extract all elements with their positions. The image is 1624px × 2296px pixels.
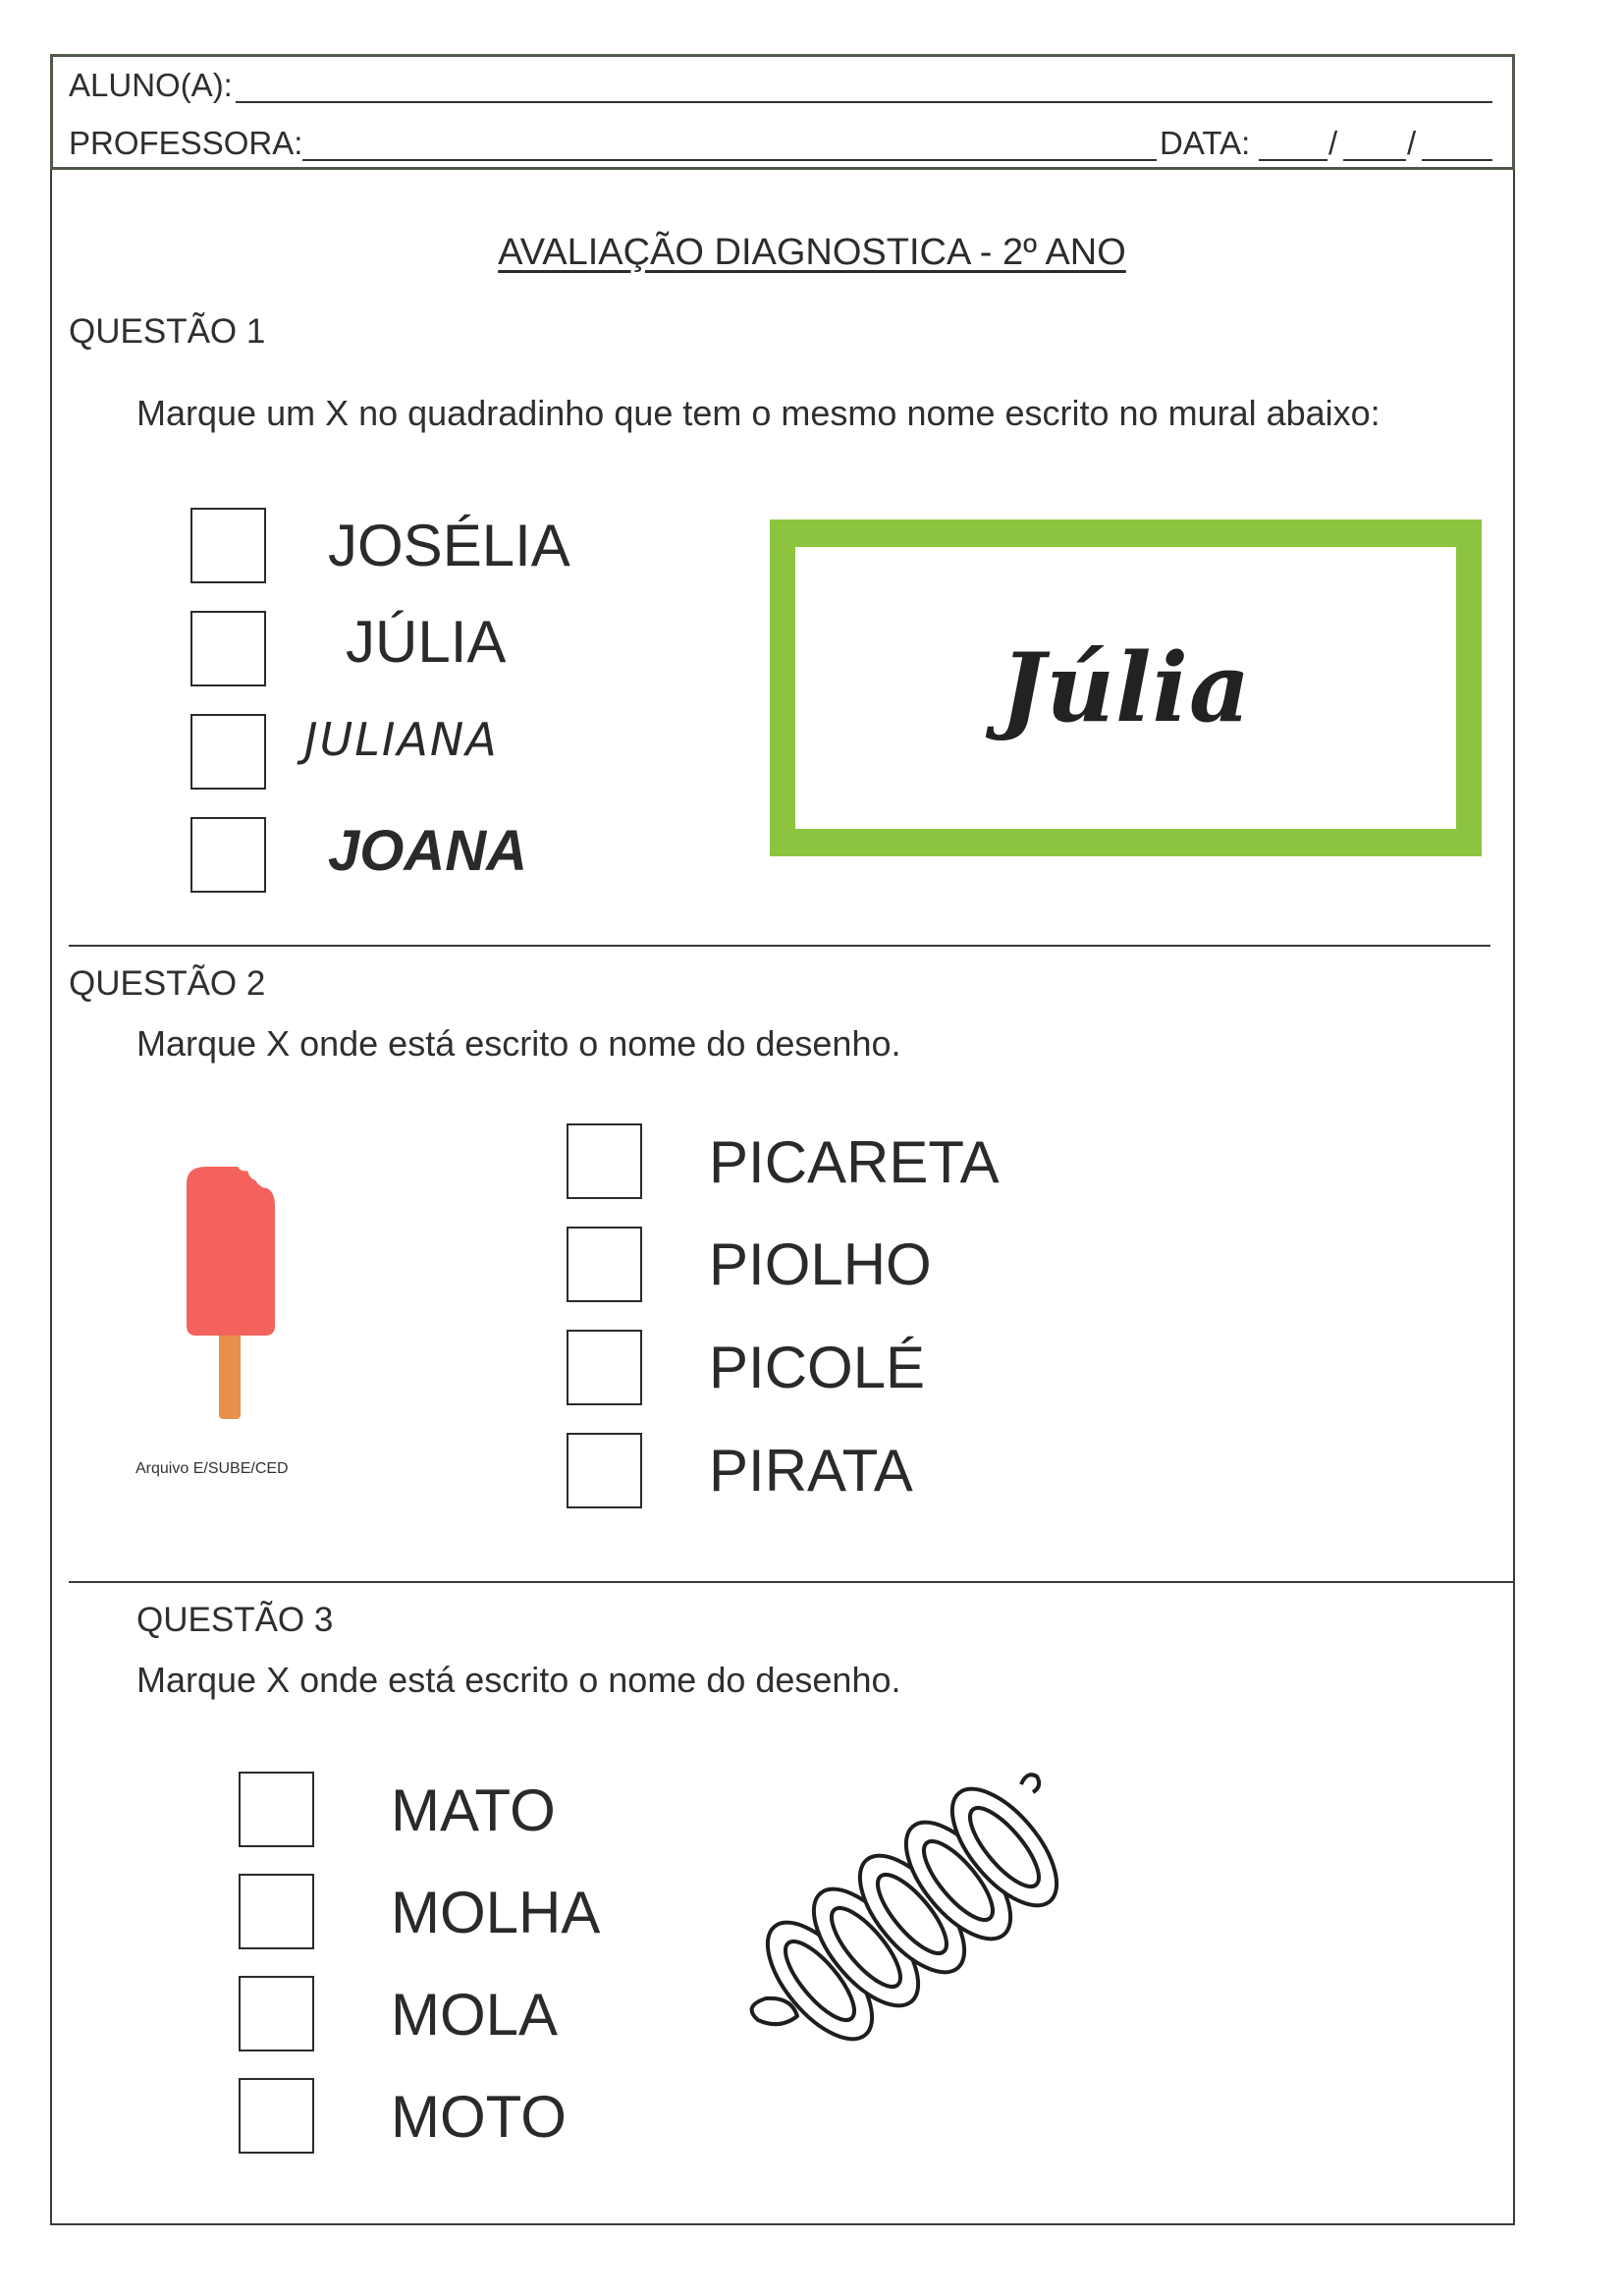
question-1-instruction: Marque um X no quadradinho que tem o mesmo nome escrito no mural abaixo: [136,393,1380,433]
question-3-title: QUESTÃO 3 [136,1601,334,1639]
date-separator: / [1328,125,1338,161]
q3-option-3: MOLA [391,1982,559,2048]
q2-checkbox-2[interactable] [567,1227,642,1302]
mural-name: Júlia [1000,632,1252,743]
date-month-line[interactable] [1343,159,1406,161]
q2-checkbox-1[interactable] [567,1123,642,1199]
q1-checkbox-3[interactable] [190,714,266,790]
date-label: DATA: [1160,125,1251,161]
q2-option-3: PICOLÉ [709,1335,926,1400]
q1-checkbox-1[interactable] [190,508,266,583]
teacher-name-line[interactable] [302,159,1157,161]
q2-checkbox-4[interactable] [567,1433,642,1508]
q2-option-1: PICARETA [709,1129,1000,1195]
q3-checkbox-3[interactable] [239,1976,314,2051]
q3-option-4: MOTO [391,2084,567,2150]
q1-checkbox-2[interactable] [190,611,266,686]
q1-option-4: JOANA [328,819,528,883]
spring-icon [736,1763,1110,2077]
q1-option-3: JULIANA [304,713,499,766]
q3-option-1: MATO [391,1777,556,1843]
name-mural [770,519,1482,856]
page-title: AVALIAÇÃO DIAGNOSTICA - 2º ANO [498,232,1126,273]
date-year-line[interactable] [1422,159,1492,161]
section-divider [69,1581,1513,1583]
q2-checkbox-3[interactable] [567,1330,642,1405]
date-separator: / [1407,125,1417,161]
question-3-instruction: Marque X onde está escrito o nome do desenho. [136,1660,901,1700]
teacher-label: PROFESSORA: [69,125,303,161]
q3-checkbox-1[interactable] [239,1772,314,1847]
student-name-line[interactable] [236,101,1492,103]
q2-option-4: PIRATA [709,1438,913,1503]
q3-option-2: MOLHA [391,1880,601,1945]
question-2-instruction: Marque X onde está escrito o nome do desenho. [136,1023,901,1064]
q1-option-1: JOSÉLIA [328,513,570,578]
q1-checkbox-4[interactable] [190,817,266,893]
q3-checkbox-4[interactable] [239,2078,314,2154]
image-credit: Arquivo E/SUBE/CED [135,1460,289,1477]
popsicle-icon [177,1159,285,1424]
date-day-line[interactable] [1259,159,1327,161]
question-1-title: QUESTÃO 1 [69,312,266,351]
q3-checkbox-2[interactable] [239,1874,314,1949]
q2-option-2: PIOLHO [709,1231,932,1297]
question-2-title: QUESTÃO 2 [69,964,266,1003]
section-divider [69,945,1490,947]
student-label: ALUNO(A): [69,67,233,103]
q1-option-2: JÚLIA [346,609,507,675]
mural-board [795,547,1456,829]
